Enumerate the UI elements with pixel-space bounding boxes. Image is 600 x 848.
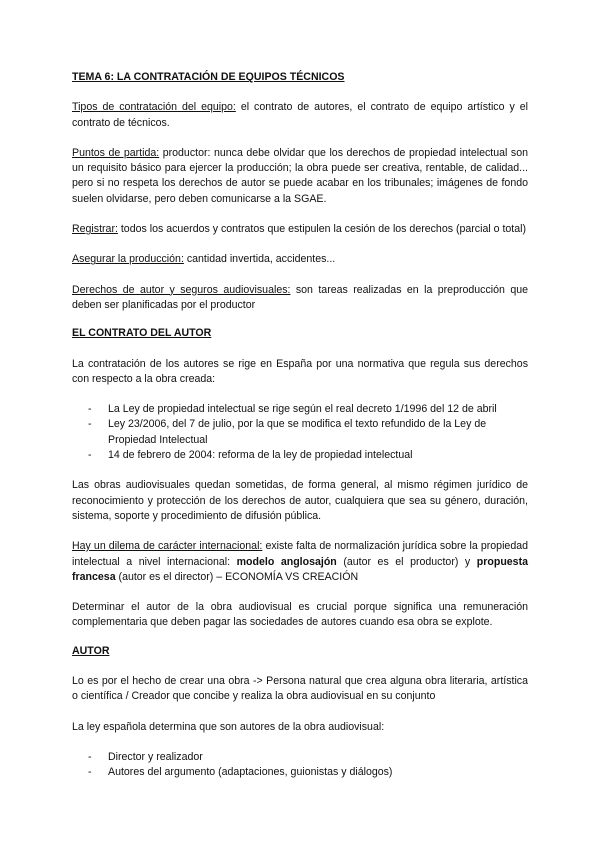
section-heading-autor: AUTOR xyxy=(72,644,110,657)
list-item: - Director y realizador xyxy=(88,750,528,765)
document-page xyxy=(72,70,528,781)
list-item: - Autores del argumento (adaptaciones, guionistas y diálogos) xyxy=(88,765,528,780)
page-title: TEMA 6: LA CONTRATACIÓN DE EQUIPOS TÉCNICOS xyxy=(72,71,345,83)
text-tipos: el contrato de autores, el contrato de equipo artístico y el contrato de técnicos. xyxy=(72,101,528,129)
law-list xyxy=(72,402,528,463)
paragraph-tipos xyxy=(72,100,528,131)
paragraph-determinar: Determinar el autor de la obra audiovisual es crucial porque significa una remuneración complementaria que deben pagar las sociedades de autores cuando esa obra se explote. xyxy=(72,601,528,629)
label-derechos: Derechos de autor y seguros audiovisuales: xyxy=(72,283,291,296)
text-dilema-1: existe falta de normalización jurídica sobre la propiedad intelectual a nivel internacional: xyxy=(72,540,528,568)
bold-propuesta-francesa: propuesta francesa xyxy=(72,555,528,583)
label-dilema: Hay un dilema de carácter internacional: xyxy=(72,540,263,553)
paragraph-contrato-intro: La contratación de los autores se rige en España por una normativa que regula sus derechos con respecto a la obra creada: xyxy=(72,357,528,385)
text-registrar: todos los acuerdos y contratos que estipulen la cesión de los derechos (parcial o total) xyxy=(117,223,527,236)
label-tipos: Tipos de contratación del equipo: xyxy=(72,101,236,114)
section-heading-contrato: EL CONTRATO DEL AUTOR xyxy=(72,327,212,340)
paragraph-autor-definicion: Lo es por el hecho de crear una obra -> Persona natural que crea alguna obra literaria, artística o científica / Creador que concibe y realiza la obra audiovisual en su conjunto xyxy=(72,675,528,703)
text-puntos: productor: nunca debe olvidar que los derechos de propiedad intelectual son un requisito básico para ejercer la producción; la obra puede ser creativa, rentable, de calidad... pero si no respeta los derechos de autor se puede acabar en los tribunales; imágenes de fondo suelen olvidarse, pero deben comunicarse a la SGAE. xyxy=(72,146,528,205)
paragraph-asegurar xyxy=(72,252,528,267)
paragraph-dilema xyxy=(72,539,528,585)
label-puntos: Puntos de partida: xyxy=(72,146,160,159)
text-dilema-2: (autor es el productor) y xyxy=(336,555,477,568)
text-dilema-3: (autor es el director) – ECONOMÍA VS CREACIÓN xyxy=(115,570,359,583)
bold-modelo-anglosajon: modelo anglosajón xyxy=(236,555,337,568)
text-derechos: son tareas realizadas en la preproducción que deben ser planificadas por el productor xyxy=(72,283,528,311)
label-asegurar: Asegurar la producción: xyxy=(72,253,184,266)
paragraph-obras: Las obras audiovisuales quedan sometidas, de forma general, al mismo régimen jurídico de reconocimiento y protección de los derechos de autor, cualquiera que sea su género, duración, sistema, soporte y procedimiento de difusión pública. xyxy=(72,479,528,522)
list-item: - Ley 23/2006, del 7 de julio, por la que se modifica el texto refundido de la Ley de Propiedad Intelectual xyxy=(88,417,528,448)
list-item: - 14 de febrero de 2004: reforma de la ley de propiedad intelectual xyxy=(88,448,528,463)
label-registrar: Registrar: xyxy=(72,223,118,236)
paragraph-puntos xyxy=(72,146,528,207)
paragraph-autor-ley: La ley española determina que son autores de la obra audiovisual: xyxy=(72,720,385,733)
author-list xyxy=(72,750,528,781)
text-asegurar: cantidad invertida, accidentes... xyxy=(183,253,336,266)
paragraph-derechos xyxy=(72,283,528,314)
list-item: - La Ley de propiedad intelectual se rige según el real decreto 1/1996 del 12 de abril xyxy=(88,402,528,417)
paragraph-registrar xyxy=(72,222,528,237)
